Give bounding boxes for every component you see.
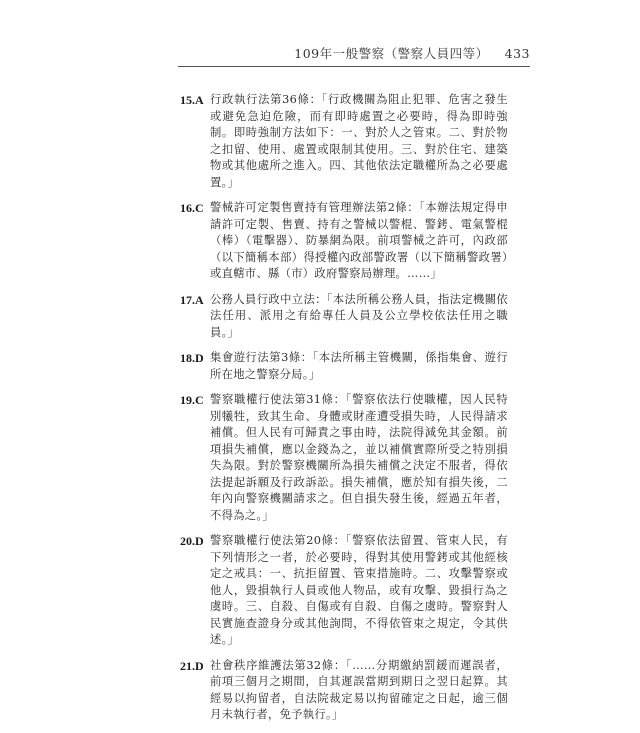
answer-item-18 bbox=[180, 350, 508, 383]
running-header bbox=[294, 44, 530, 62]
answer-explanation: 警察職權行使法第20條：「警察依法留置、管束人民，有下列情形之一者，於必要時，得對其使用警銬或其他經核定之戒具：一、抗拒留置、管束措施時。二、攻擊警察或他人，毀損執行人員或他人物品，或有攻擊、毀損行為之虞時。三、自殺、自傷或有自殺、自傷之虞時。警察對人民實施查證身分或其他詢問，不得依管束之規定，令其供述。」 bbox=[210, 534, 508, 646]
answer-number: 18.D bbox=[180, 351, 204, 365]
answer-item-21 bbox=[180, 658, 508, 724]
answer-number: 15.A bbox=[180, 93, 204, 107]
header-divider bbox=[178, 66, 530, 67]
answer-item-20 bbox=[180, 533, 508, 649]
header-title: 109年一般警察（警察人員四等） bbox=[294, 46, 489, 61]
answer-explanation: 公務人員行政中立法：「本法所稱公務人員，指法定機關依法任用、派用之有給專任人員及公立學校依法任用之職員。」 bbox=[210, 292, 508, 339]
answer-number: 16.C bbox=[180, 201, 204, 215]
answer-item-17 bbox=[180, 292, 508, 342]
answer-explanation: 警械許可定製售賣持有管理辦法第2條：「本辦法規定得申請許可定製、售賣、持有之警械以警棍、警銬、電氣警棍（棒）（電擊器）、防暴網為限。前項警械之許可，內政部（以下簡稱本部）得授權內政部警政署（以下簡稱警政署）或直轄市、縣（市）政府警察局辦理。……」 bbox=[210, 201, 508, 280]
answer-explanation: 社會秩序維護法第32條：「……分期繳納罰鍰而遲誤者，前項三個月之期間，自其遲誤當期到期日之翌日起算。其經易以拘留者，自法院裁定易以拘留確定之日起，逾三個月未執行者，免予執行。」 bbox=[210, 658, 508, 721]
answer-number: 21.D bbox=[180, 658, 204, 673]
answer-number: 17.A bbox=[180, 292, 204, 307]
answer-explanation: 警察職權行使法第31條：「警察依法行使職權，因人民特別犧牲，致其生命、身體或財產遭受損失時，人民得請求補償。但人民有可歸責之事由時，法院得減免其金額。前項損失補償，應以金錢為之，並以補償實際所受之特別損失為限。對於警察機關所為損失補償之決定不服者，得依法提起訴願及行政訴訟。損失補償，應於知有損失後，二年內向警察機關請求之。但自損失發生後，經過五年者，不得為之。」 bbox=[210, 393, 508, 522]
answer-number: 20.D bbox=[180, 534, 204, 548]
answer-list bbox=[180, 92, 508, 733]
answer-number: 19.C bbox=[180, 393, 204, 407]
answer-explanation: 集會遊行法第3條：「本法所稱主管機關，係指集會、遊行所在地之警察分局。」 bbox=[210, 351, 508, 381]
answer-item-15 bbox=[180, 92, 508, 191]
answer-item-16 bbox=[180, 200, 508, 283]
answer-explanation: 行政執行法第36條：「行政機關為阻止犯罪、危害之發生或避免急迫危險，而有即時處置之必要時，得為即時強制。即時強制方法如下：一、對於人之管束。二、對於物之扣留、使用、處置或限制其使用。三、對於住宅、建築物或其他處所之進入。四、其他依法定職權所為之必要處置。」 bbox=[210, 93, 508, 189]
answer-item-19 bbox=[180, 392, 508, 524]
page-number: 433 bbox=[504, 46, 530, 61]
